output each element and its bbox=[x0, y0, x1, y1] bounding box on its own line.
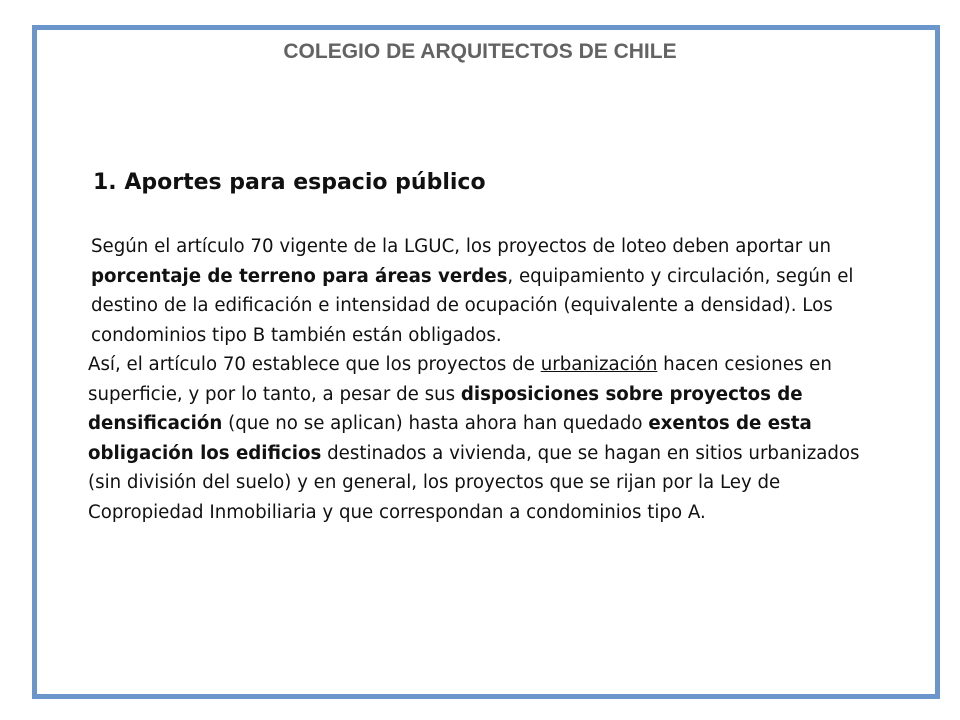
paragraph-2-bold-f: exentos de esta obligación los edificios bbox=[88, 413, 812, 464]
body-text bbox=[88, 232, 888, 527]
page-header: COLEGIO DE ARQUITECTOS DE CHILE bbox=[283, 40, 677, 63]
paragraph-2-text-g: destinados a vivienda, que se hagan en sitios urbanizados (sin división del suelo) y en general, los proyectos que se rijan por la Ley de Copropiedad Inmobiliaria y que correspondan a condominios tipo A. bbox=[88, 442, 860, 523]
paragraph-2-bold-d: disposiciones sobre proyectos de densificación bbox=[88, 383, 803, 434]
paragraph-2-text-e: (que no se aplican) hasta ahora han quedado bbox=[222, 413, 649, 434]
paragraph-2-text-a: Así, el artículo 70 establece que los proyectos de bbox=[88, 354, 541, 375]
paragraph-1 bbox=[88, 232, 888, 350]
section-title: 1. Aportes para espacio público bbox=[93, 170, 486, 195]
paragraph-2-text-c: hacen cesiones en superficie, y por lo tanto, a pesar de sus bbox=[88, 354, 832, 405]
paragraph-2-underline: urbanización bbox=[540, 354, 658, 375]
paragraph-1-text-a: Según el artículo 70 vigente de la LGUC, los proyectos de loteo deben aportar un bbox=[91, 236, 832, 257]
paragraph-2 bbox=[88, 350, 888, 527]
paragraph-1-text-c: , equipamiento y circulación, según el destino de la edificación e intensidad de ocupación (equivalente a densidad). Los condominios tipo B también están obligados. bbox=[91, 265, 854, 346]
paragraph-1-bold: porcentaje de terreno para áreas verdes bbox=[91, 265, 508, 287]
